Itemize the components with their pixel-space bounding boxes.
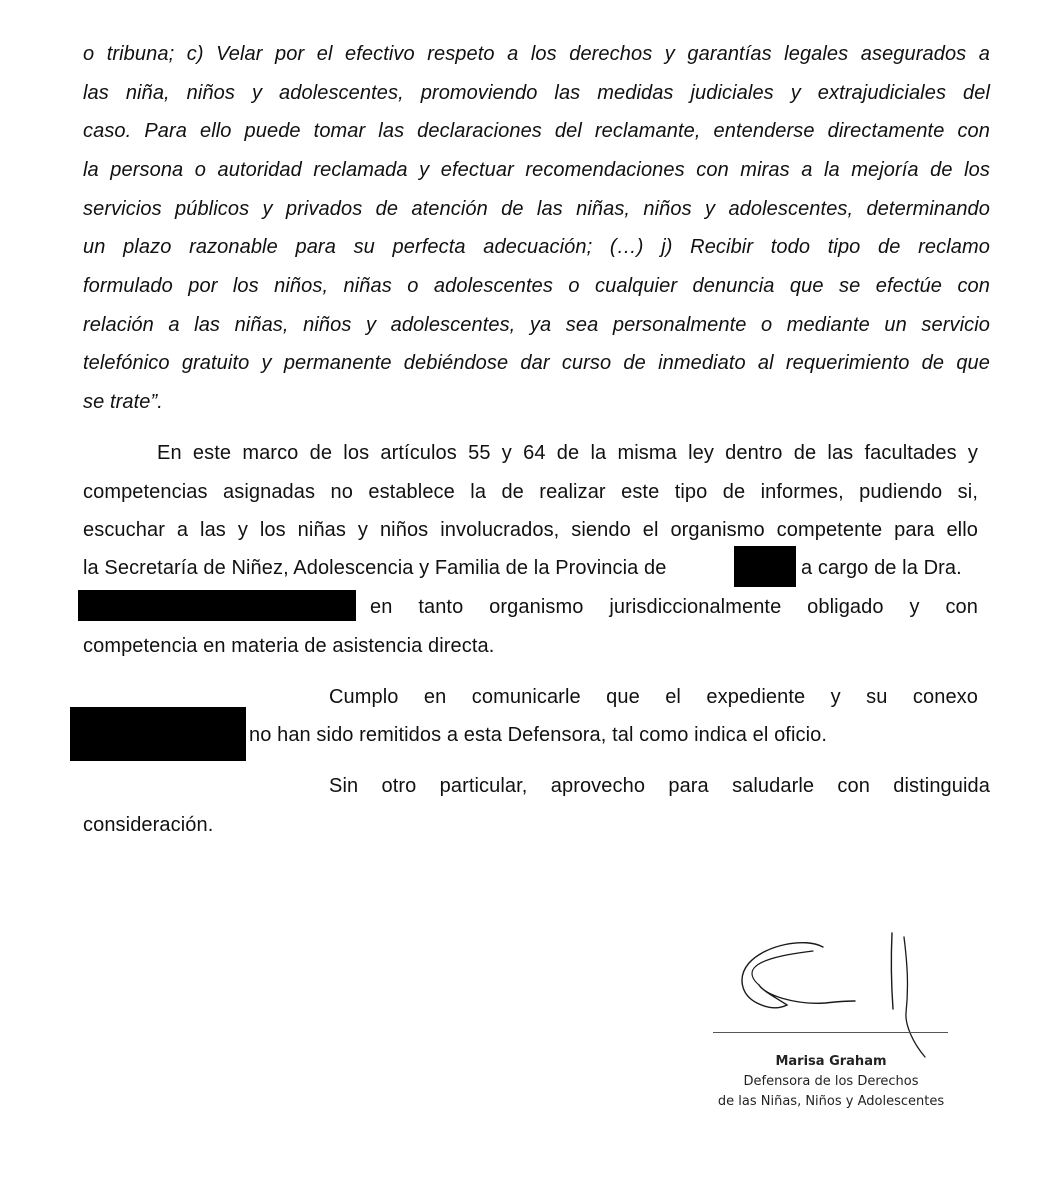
paragraph-line: Sin otro particular, aprovecho para saludarle con distinguida: [329, 775, 990, 797]
paragraph-line: competencia en materia de asistencia directa.: [83, 635, 495, 657]
paragraph-line: a cargo de la Dra.: [801, 557, 962, 579]
handwritten-signature: [735, 925, 965, 1065]
quote-line: relación a las niñas, niños y adolescentes, ya sea personalmente o mediante un servicio: [83, 314, 990, 336]
redaction-box: [78, 590, 356, 621]
signatory-title: de las Niñas, Niños y Adolescentes: [717, 1094, 945, 1109]
paragraph-line: en tanto organismo jurisdiccionalmente obligado y con: [370, 596, 978, 618]
paragraph-line: escuchar a las y los niñas y niños involucrados, siendo el organismo competente para ello: [83, 519, 978, 541]
signatory-title: Defensora de los Derechos: [743, 1074, 919, 1089]
paragraph-line: competencias asignadas no establece la de realizar este tipo de informes, pudiendo si,: [83, 481, 978, 503]
quote-line: o tribuna; c) Velar por el efectivo respeto a los derechos y garantías legales asegurados a: [83, 43, 990, 65]
quote-line: la persona o autoridad reclamada y efectuar recomendaciones con miras a la mejoría de los: [83, 159, 990, 181]
quote-line: se trate”.: [83, 391, 163, 413]
quote-line: las niña, niños y adolescentes, promoviendo las medidas judiciales y extrajudiciales del: [83, 82, 990, 104]
paragraph-line: Cumplo en comunicarle que el expediente y su conexo: [329, 686, 978, 708]
quote-line: telefónico gratuito y permanente debiéndose dar curso de inmediato al requerimiento de que: [83, 352, 990, 374]
quote-line: un plazo razonable para su perfecta adecuación; (…) j) Recibir todo tipo de reclamo: [83, 236, 990, 258]
signatory-name: Marisa Graham: [775, 1054, 887, 1069]
paragraph-line: no han sido remitidos a esta Defensora, tal como indica el oficio.: [249, 724, 828, 746]
redaction-box: [70, 707, 246, 761]
quote-line: formulado por los niños, niñas o adolescentes o cualquier denuncia que se efectúe con: [83, 275, 990, 297]
quote-line: servicios públicos y privados de atención de las niñas, niños y adolescentes, determinando: [83, 198, 990, 220]
paragraph-line: la Secretaría de Niñez, Adolescencia y Familia de la Provincia de: [83, 557, 667, 579]
paragraph-line: consideración.: [83, 814, 214, 836]
signature-block: [700, 1052, 962, 1112]
signature-line: [713, 1032, 948, 1033]
paragraph-line: En este marco de los artículos 55 y 64 de la misma ley dentro de las facultades y: [157, 442, 978, 464]
quote-line: caso. Para ello puede tomar las declaraciones del reclamante, entenderse directamente con: [83, 120, 990, 142]
redaction-box: [734, 546, 796, 587]
